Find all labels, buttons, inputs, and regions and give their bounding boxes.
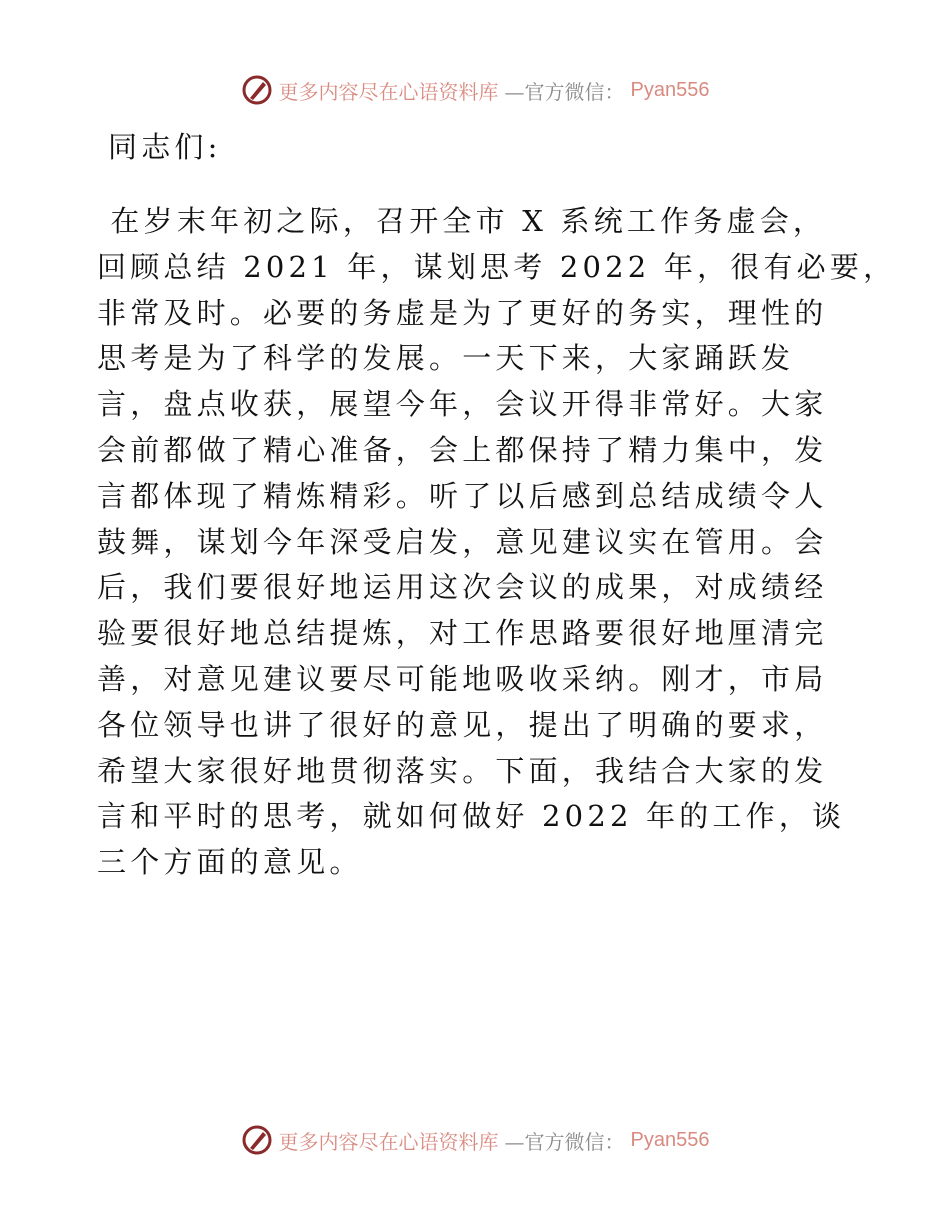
text-line: 非常及时。必要的务虚是为了更好的务实，理性的 (97, 295, 828, 330)
watermark-wechat-label: —官方微信： (504, 79, 625, 104)
watermark-wechat-id: Pyan556 (630, 78, 710, 101)
text-line: 各位领导也讲了很好的意见，提出了明确的要求， (97, 707, 828, 742)
text-line: 在岁末年初之际，召开全市 X 系统工作务虚会， (97, 204, 827, 238)
header-watermark (0, 70, 950, 110)
pen-logo-icon (241, 74, 273, 106)
text-line: 验要很好地总结提炼，对工作思路要很好地厘清完 (97, 616, 828, 651)
text-line: 后，我们要很好地运用这次会议的成果，对成绩经 (97, 570, 828, 605)
text-line: 回顾总结 2021 年，谋划思考 2022 年，很有必要， (97, 249, 897, 284)
footer-watermark (0, 1120, 950, 1160)
text-line: 善，对意见建议要尽可能地吸收采纳。刚才，市局 (97, 662, 828, 696)
watermark-wechat-label: —官方微信： (504, 1129, 625, 1154)
text-line: 会前都做了精心准备，会上都保持了精力集中，发 (97, 433, 828, 467)
salutation: 同志们: (108, 130, 222, 164)
text-line: 希望大家很好地贯彻落实。下面，我结合大家的发 (97, 753, 828, 788)
text-line: 言，盘点收获，展望今年，会议开得非常好。大家 (97, 387, 828, 422)
text-line: 言和平时的思考，就如何做好 2022 年的工作，谈 (97, 799, 846, 834)
text-line: 鼓舞，谋划今年深受启发，意见建议实在管用。会 (97, 524, 828, 559)
watermark-text: 更多内容尽在心语资料库 (278, 79, 499, 104)
watermark-text: 更多内容尽在心语资料库 (278, 1129, 499, 1154)
text-line: 思考是为了科学的发展。一天下来，大家踊跃发 (97, 341, 795, 376)
watermark-wechat-id: Pyan556 (630, 1128, 710, 1151)
text-line: 三个方面的意见。 (97, 845, 363, 880)
text-line: 言都体现了精炼精彩。听了以后感到总结成绩令人 (97, 478, 828, 513)
pen-logo-icon (241, 1124, 273, 1156)
